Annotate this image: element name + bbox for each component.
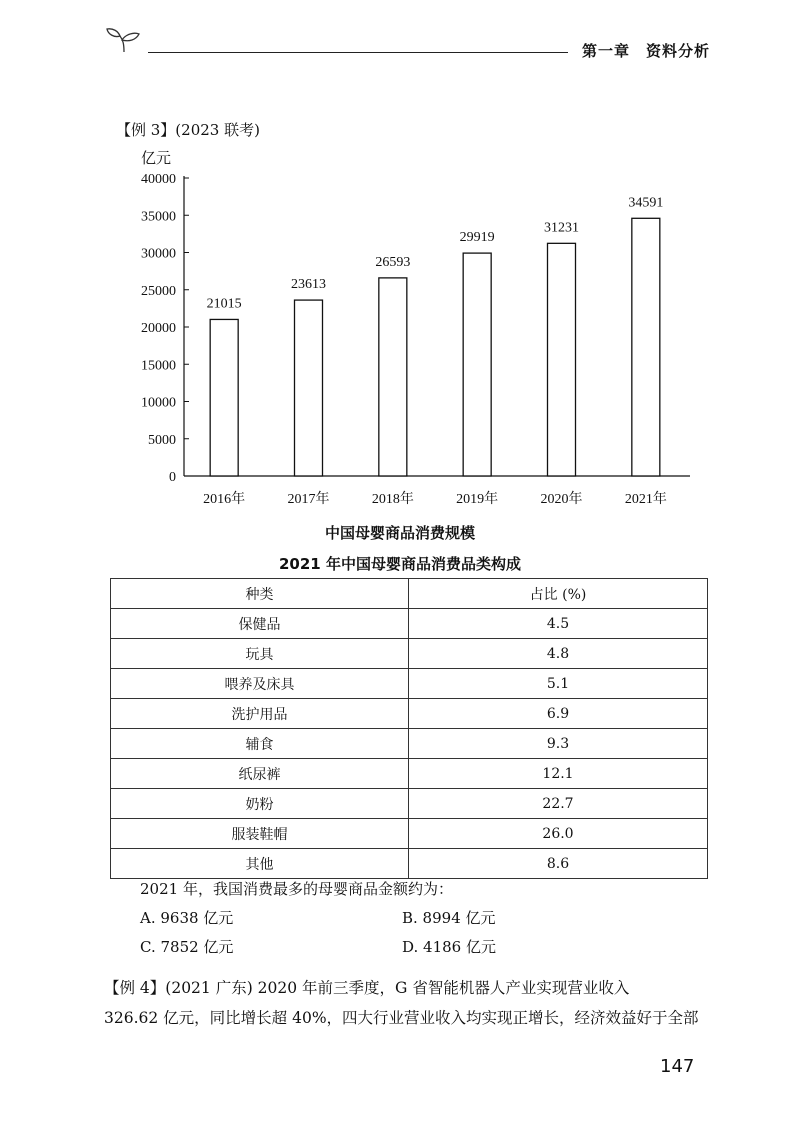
table-row — [111, 639, 708, 669]
share-cell: 9.3 — [409, 729, 708, 759]
question-text: 2021 年，我国消费最多的母婴商品金额约为： — [140, 880, 453, 898]
share-cell: 26.0 — [409, 819, 708, 849]
y-tick-label: 5000 — [148, 432, 176, 448]
option-b: B. 8994 亿元 — [402, 909, 496, 927]
y-tick-label: 30000 — [141, 246, 176, 262]
bar-2017年 — [295, 300, 323, 476]
data-label: 26593 — [375, 254, 411, 270]
share-cell: 12.1 — [409, 759, 708, 789]
option-a: A. 9638 亿元 — [140, 909, 234, 927]
option-d: D. 4186 亿元 — [402, 938, 496, 956]
example-4-line-2: 326.62 亿元，同比增长超 40%，四大行业营业收入均实现正增长，经济效益好于全部 — [104, 1009, 699, 1027]
share-cell: 4.5 — [409, 609, 708, 639]
y-tick-label: 40000 — [141, 172, 176, 187]
table-row — [111, 609, 708, 639]
x-tick-label: 2020年 — [540, 492, 583, 507]
category-cell: 喂养及床具 — [111, 669, 409, 699]
example-4-line-1: 【例 4】(2021 广东) 2020 年前三季度，G 省智能机器人产业实现营业收入 — [104, 979, 630, 997]
bar-2021年 — [632, 218, 660, 476]
table-row — [111, 729, 708, 759]
share-cell: 4.8 — [409, 639, 708, 669]
y-tick-label: 20000 — [141, 321, 176, 336]
data-label: 31231 — [544, 220, 579, 236]
data-label: 23613 — [291, 277, 326, 293]
bar-2019年 — [463, 253, 491, 476]
bar-2018年 — [379, 278, 407, 476]
x-tick-label: 2019年 — [456, 492, 499, 507]
y-tick-label: 25000 — [141, 283, 176, 299]
category-cell: 玩具 — [111, 639, 409, 669]
category-cell: 服装鞋帽 — [111, 819, 409, 849]
header-share: 占比 (%) — [409, 579, 708, 609]
data-label: 21015 — [206, 296, 242, 312]
share-cell: 5.1 — [409, 669, 708, 699]
category-cell: 纸尿裤 — [111, 759, 409, 789]
table-row — [111, 699, 708, 729]
category-cell: 保健品 — [111, 609, 409, 639]
y-tick-label: 10000 — [141, 395, 176, 411]
y-axis-unit-label: 亿元 — [141, 149, 172, 167]
sprout-icon — [104, 26, 144, 54]
x-tick-label: 2016年 — [203, 492, 246, 507]
header-category: 种类 — [111, 579, 409, 609]
table-row — [111, 669, 708, 699]
bar-2020年 — [548, 243, 576, 476]
example-3-label: 【例 3】(2023 联考) — [116, 121, 260, 139]
data-label: 34591 — [628, 195, 664, 211]
option-c: C. 7852 亿元 — [140, 938, 234, 956]
y-tick-label: 35000 — [141, 209, 176, 225]
category-cell: 奶粉 — [111, 789, 409, 819]
table-header-row — [111, 579, 708, 609]
category-cell: 洗护用品 — [111, 699, 409, 729]
consumption-bar-chart — [100, 160, 720, 512]
chapter-title: 第一章 资料分析 — [582, 42, 711, 60]
chart-title: 中国母婴商品消费规模 — [324, 524, 475, 542]
category-cell: 其他 — [111, 849, 409, 879]
composition-table — [110, 578, 708, 879]
x-tick-label: 2017年 — [287, 492, 330, 507]
page-number: 147 — [660, 1056, 695, 1077]
share-cell: 6.9 — [409, 699, 708, 729]
table-row — [111, 759, 708, 789]
bar-2016年 — [210, 319, 238, 476]
table-row — [111, 789, 708, 819]
share-cell: 8.6 — [409, 849, 708, 879]
table-row — [111, 819, 708, 849]
data-label: 29919 — [459, 230, 495, 246]
example-4-paragraph — [104, 973, 708, 1033]
y-tick-label: 0 — [169, 470, 176, 485]
table-title: 2021 年中国母婴商品消费品类构成 — [279, 555, 521, 573]
category-cell: 辅食 — [111, 729, 409, 759]
table-row — [111, 849, 708, 879]
share-cell: 22.7 — [409, 789, 708, 819]
y-tick-label: 15000 — [141, 358, 176, 374]
x-tick-label: 2021年 — [624, 492, 667, 507]
header-rule — [148, 52, 568, 53]
x-tick-label: 2018年 — [371, 492, 414, 507]
